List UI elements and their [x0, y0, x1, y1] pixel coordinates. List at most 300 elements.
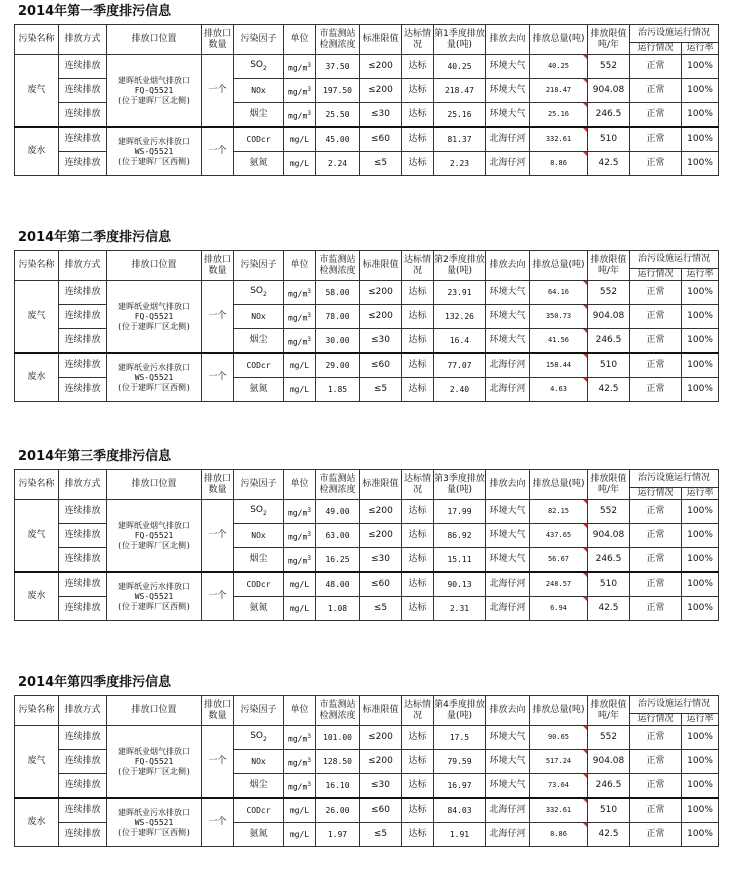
location-line: 建晖纸业污水排放口 — [118, 362, 190, 372]
table-row — [15, 55, 719, 79]
annual-limit-cell: 552 — [588, 281, 630, 305]
location-line: WS-Q5521 — [134, 146, 174, 156]
op-rate-cell: 100% — [682, 305, 719, 329]
unit-text: mg/m — [288, 758, 308, 768]
op-rate-cell: 100% — [682, 329, 719, 354]
outlet-count-cell: 一个 — [202, 572, 234, 621]
destination-cell: 北海仔河 — [486, 823, 530, 847]
table-row — [15, 726, 719, 750]
unit-superscript: 3 — [307, 335, 311, 343]
op-status-cell: 正常 — [630, 353, 682, 378]
location-line: (位于建晖厂区西侧) — [117, 601, 191, 611]
outlet-count-cell: 一个 — [202, 353, 234, 402]
compliance-cell: 达标 — [402, 548, 434, 573]
op-status-cell: 正常 — [630, 55, 682, 79]
header-factor: 污染因子 — [234, 470, 284, 500]
limit-cell: ≤30 — [360, 548, 402, 573]
annual-limit-cell: 42.5 — [588, 152, 630, 176]
monitored-conc-cell: 48.00 — [316, 572, 360, 597]
location-line: 建晖纸业烟气排放口 — [118, 301, 190, 311]
header-compliance: 达标情况 — [402, 470, 434, 500]
outlet-count-cell: 一个 — [202, 726, 234, 799]
header-destination: 排放去向 — [486, 25, 530, 55]
compliance-cell: 达标 — [402, 103, 434, 128]
annual-limit-cell: 552 — [588, 726, 630, 750]
pollutant-name-cell: 废水 — [15, 572, 59, 621]
unit-text: mg/m — [288, 556, 308, 566]
op-status-cell: 正常 — [630, 572, 682, 597]
factor-subscript: 2 — [262, 64, 267, 72]
discharge-mode-cell: 连续排放 — [59, 823, 107, 847]
total-cell: 56.67 — [530, 548, 588, 573]
header-total: 排放总量(吨) — [530, 25, 588, 55]
op-status-cell: 正常 — [630, 823, 682, 847]
destination-cell: 北海仔河 — [486, 152, 530, 176]
monitored-conc-cell: 197.50 — [316, 79, 360, 103]
total-cell: 82.15 — [530, 500, 588, 524]
header-destination: 排放去向 — [486, 470, 530, 500]
outlet-location-cell — [107, 281, 202, 354]
header-op-rate: 运行率 — [682, 714, 719, 726]
header-quarter-amount: 第4季度排放量(吨) — [434, 696, 486, 726]
location-line: 建晖纸业烟气排放口 — [118, 75, 190, 85]
header-op-status: 运行情况 — [630, 269, 682, 281]
location-line: 建晖纸业烟气排放口 — [118, 746, 190, 756]
op-status-cell: 正常 — [630, 79, 682, 103]
total-cell: 73.64 — [530, 774, 588, 799]
total-cell: 517.24 — [530, 750, 588, 774]
limit-cell: ≤200 — [360, 55, 402, 79]
location-line: WS-Q5521 — [134, 817, 174, 827]
unit-superscript: 3 — [307, 554, 311, 562]
total-cell: 90.65 — [530, 726, 588, 750]
unit-superscript: 3 — [307, 506, 311, 514]
unit-cell: mg/L — [284, 572, 316, 597]
discharge-mode-cell: 连续排放 — [59, 750, 107, 774]
quarter-section — [0, 226, 730, 426]
emission-table — [14, 695, 719, 847]
unit-text: mg/m — [288, 337, 308, 347]
location-line: (位于建晖厂区西侧) — [117, 827, 191, 837]
destination-cell: 北海仔河 — [486, 378, 530, 402]
location-line: (位于建晖厂区北侧) — [117, 766, 191, 776]
discharge-mode-cell: 连续排放 — [59, 774, 107, 799]
destination-cell: 环境大气 — [486, 281, 530, 305]
total-cell: 350.73 — [530, 305, 588, 329]
compliance-cell: 达标 — [402, 281, 434, 305]
monitored-conc-cell: 25.50 — [316, 103, 360, 128]
limit-cell: ≤60 — [360, 572, 402, 597]
unit-superscript: 3 — [307, 109, 311, 117]
limit-cell: ≤5 — [360, 597, 402, 621]
compliance-cell: 达标 — [402, 572, 434, 597]
header-row — [15, 251, 719, 269]
header-facility-group: 治污设施运行情况 — [630, 470, 719, 488]
annual-limit-cell: 552 — [588, 500, 630, 524]
header-outlet-location: 排放口位置 — [107, 470, 202, 500]
factor-cell — [234, 500, 284, 524]
op-status-cell: 正常 — [630, 548, 682, 573]
total-cell: 6.94 — [530, 597, 588, 621]
factor-cell: CODcr — [234, 353, 284, 378]
op-rate-cell: 100% — [682, 79, 719, 103]
factor-cell — [234, 726, 284, 750]
unit-superscript: 3 — [307, 287, 311, 295]
header-row — [15, 25, 719, 43]
unit-text: mg/m — [288, 532, 308, 542]
unit-cell: mg/L — [284, 597, 316, 621]
monitored-conc-cell: 1.97 — [316, 823, 360, 847]
location-line: 建晖纸业污水排放口 — [118, 581, 190, 591]
total-cell: 437.65 — [530, 524, 588, 548]
factor-cell: 烟尘 — [234, 548, 284, 573]
unit-cell: mg/L — [284, 152, 316, 176]
header-outlet-location: 排放口位置 — [107, 251, 202, 281]
factor-cell: CODcr — [234, 798, 284, 823]
unit-superscript: 3 — [307, 85, 311, 93]
table-row — [15, 281, 719, 305]
total-cell: 8.86 — [530, 823, 588, 847]
factor-cell: NOx — [234, 305, 284, 329]
factor-text: SO — [250, 285, 263, 296]
discharge-mode-cell: 连续排放 — [59, 103, 107, 128]
compliance-cell: 达标 — [402, 750, 434, 774]
header-op-status: 运行情况 — [630, 43, 682, 55]
unit-cell — [284, 726, 316, 750]
unit-superscript: 3 — [307, 756, 311, 764]
pollutant-name-cell: 废气 — [15, 55, 59, 128]
compliance-cell: 达标 — [402, 774, 434, 799]
location-line: FQ-Q5521 — [134, 756, 174, 766]
pollutant-name-cell: 废水 — [15, 798, 59, 847]
header-quarter-amount: 第2季度排放量(吨) — [434, 251, 486, 281]
annual-limit-cell: 42.5 — [588, 823, 630, 847]
op-rate-cell: 100% — [682, 750, 719, 774]
annual-limit-cell: 552 — [588, 55, 630, 79]
location-line: 建晖纸业污水排放口 — [118, 136, 190, 146]
location-line: 建晖纸业烟气排放口 — [118, 520, 190, 530]
factor-subscript: 2 — [262, 509, 267, 517]
factor-cell: 氨氮 — [234, 597, 284, 621]
discharge-mode-cell: 连续排放 — [59, 524, 107, 548]
discharge-mode-cell: 连续排放 — [59, 152, 107, 176]
header-annual-limit: 排放限值吨/年 — [588, 470, 630, 500]
monitored-conc-cell: 101.00 — [316, 726, 360, 750]
destination-cell: 环境大气 — [486, 726, 530, 750]
factor-cell: 氨氮 — [234, 823, 284, 847]
unit-cell: mg/L — [284, 378, 316, 402]
quarter-amount-cell: 90.13 — [434, 572, 486, 597]
limit-cell: ≤200 — [360, 500, 402, 524]
total-cell: 64.16 — [530, 281, 588, 305]
outlet-location-cell — [107, 127, 202, 176]
annual-limit-cell: 246.5 — [588, 103, 630, 128]
limit-cell: ≤30 — [360, 103, 402, 128]
header-quarter-amount: 第1季度排放量(吨) — [434, 25, 486, 55]
factor-cell: 氨氮 — [234, 152, 284, 176]
location-line: (位于建晖厂区西侧) — [117, 156, 191, 166]
compliance-cell: 达标 — [402, 500, 434, 524]
monitored-conc-cell: 26.00 — [316, 798, 360, 823]
unit-superscript: 3 — [307, 61, 311, 69]
limit-cell: ≤5 — [360, 152, 402, 176]
limit-cell: ≤200 — [360, 524, 402, 548]
destination-cell: 环境大气 — [486, 305, 530, 329]
header-annual-limit: 排放限值吨/年 — [588, 696, 630, 726]
monitored-conc-cell: 128.50 — [316, 750, 360, 774]
quarter-amount-cell: 15.11 — [434, 548, 486, 573]
discharge-mode-cell: 连续排放 — [59, 572, 107, 597]
header-total: 排放总量(吨) — [530, 251, 588, 281]
op-rate-cell: 100% — [682, 774, 719, 799]
total-cell: 158.44 — [530, 353, 588, 378]
unit-text: mg/m — [288, 87, 308, 97]
destination-cell: 环境大气 — [486, 548, 530, 573]
emission-table — [14, 24, 719, 176]
unit-cell: mg/L — [284, 798, 316, 823]
quarter-amount-cell: 132.26 — [434, 305, 486, 329]
monitored-conc-cell: 37.50 — [316, 55, 360, 79]
header-discharge-mode: 排放方式 — [59, 470, 107, 500]
limit-cell: ≤200 — [360, 79, 402, 103]
limit-cell: ≤200 — [360, 750, 402, 774]
unit-cell — [284, 500, 316, 524]
header-factor: 污染因子 — [234, 251, 284, 281]
factor-cell: NOx — [234, 524, 284, 548]
header-annual-limit: 排放限值吨/年 — [588, 251, 630, 281]
limit-cell: ≤60 — [360, 353, 402, 378]
header-outlet-count: 排放口数量 — [202, 251, 234, 281]
header-discharge-mode: 排放方式 — [59, 251, 107, 281]
quarter-title: 2014年第一季度排污信息 — [18, 4, 172, 19]
pollutant-name-cell: 废气 — [15, 281, 59, 354]
op-status-cell: 正常 — [630, 281, 682, 305]
header-discharge-mode: 排放方式 — [59, 696, 107, 726]
table-row — [15, 353, 719, 378]
factor-cell: CODcr — [234, 572, 284, 597]
factor-subscript: 2 — [262, 290, 267, 298]
compliance-cell: 达标 — [402, 79, 434, 103]
header-unit: 单位 — [284, 251, 316, 281]
quarter-amount-cell: 23.91 — [434, 281, 486, 305]
op-rate-cell: 100% — [682, 798, 719, 823]
quarter-amount-cell: 77.07 — [434, 353, 486, 378]
location-line: (位于建晖厂区北侧) — [117, 321, 191, 331]
limit-cell: ≤30 — [360, 329, 402, 354]
header-total: 排放总量(吨) — [530, 470, 588, 500]
limit-cell: ≤200 — [360, 305, 402, 329]
discharge-mode-cell: 连续排放 — [59, 548, 107, 573]
outlet-count-cell: 一个 — [202, 798, 234, 847]
unit-text: mg/m — [288, 508, 308, 518]
destination-cell: 环境大气 — [486, 55, 530, 79]
unit-cell — [284, 774, 316, 799]
op-status-cell: 正常 — [630, 726, 682, 750]
limit-cell: ≤60 — [360, 798, 402, 823]
annual-limit-cell: 904.08 — [588, 79, 630, 103]
quarter-amount-cell: 81.37 — [434, 127, 486, 152]
quarter-amount-cell: 218.47 — [434, 79, 486, 103]
factor-text: SO — [250, 59, 263, 70]
discharge-mode-cell: 连续排放 — [59, 500, 107, 524]
unit-superscript: 3 — [307, 780, 311, 788]
op-status-cell: 正常 — [630, 798, 682, 823]
header-limit: 标准限值 — [360, 25, 402, 55]
header-annual-limit: 排放限值吨/年 — [588, 25, 630, 55]
header-pollutant-name: 污染名称 — [15, 25, 59, 55]
destination-cell: 北海仔河 — [486, 127, 530, 152]
location-line: FQ-Q5521 — [134, 311, 174, 321]
destination-cell: 环境大气 — [486, 79, 530, 103]
compliance-cell: 达标 — [402, 823, 434, 847]
factor-cell — [234, 281, 284, 305]
factor-subscript: 2 — [262, 735, 267, 743]
quarter-amount-cell: 2.23 — [434, 152, 486, 176]
quarter-amount-cell: 16.4 — [434, 329, 486, 354]
location-line: FQ-Q5521 — [134, 530, 174, 540]
compliance-cell: 达标 — [402, 55, 434, 79]
monitored-conc-cell: 58.00 — [316, 281, 360, 305]
op-rate-cell: 100% — [682, 726, 719, 750]
header-outlet-count: 排放口数量 — [202, 696, 234, 726]
annual-limit-cell: 246.5 — [588, 774, 630, 799]
unit-cell — [284, 281, 316, 305]
discharge-mode-cell: 连续排放 — [59, 281, 107, 305]
header-op-rate: 运行率 — [682, 43, 719, 55]
quarter-amount-cell: 17.99 — [434, 500, 486, 524]
quarter-title: 2014年第二季度排污信息 — [18, 230, 172, 245]
table-row — [15, 798, 719, 823]
op-status-cell: 正常 — [630, 152, 682, 176]
op-status-cell: 正常 — [630, 329, 682, 354]
op-rate-cell: 100% — [682, 500, 719, 524]
destination-cell: 环境大气 — [486, 329, 530, 354]
compliance-cell: 达标 — [402, 378, 434, 402]
factor-cell: 氨氮 — [234, 378, 284, 402]
destination-cell: 北海仔河 — [486, 798, 530, 823]
limit-cell: ≤5 — [360, 823, 402, 847]
destination-cell: 北海仔河 — [486, 572, 530, 597]
total-cell: 25.16 — [530, 103, 588, 128]
op-rate-cell: 100% — [682, 548, 719, 573]
outlet-count-cell: 一个 — [202, 500, 234, 573]
pollutant-name-cell: 废气 — [15, 726, 59, 799]
emission-table — [14, 250, 719, 402]
pollutant-name-cell: 废水 — [15, 353, 59, 402]
header-op-status: 运行情况 — [630, 714, 682, 726]
factor-cell: CODcr — [234, 127, 284, 152]
header-op-rate: 运行率 — [682, 269, 719, 281]
compliance-cell: 达标 — [402, 127, 434, 152]
destination-cell: 北海仔河 — [486, 353, 530, 378]
destination-cell: 环境大气 — [486, 524, 530, 548]
outlet-count-cell: 一个 — [202, 127, 234, 176]
op-rate-cell: 100% — [682, 103, 719, 128]
outlet-location-cell — [107, 572, 202, 621]
monitored-conc-cell: 49.00 — [316, 500, 360, 524]
discharge-mode-cell: 连续排放 — [59, 798, 107, 823]
op-status-cell: 正常 — [630, 500, 682, 524]
unit-cell: mg/L — [284, 127, 316, 152]
location-line: WS-Q5521 — [134, 372, 174, 382]
annual-limit-cell: 904.08 — [588, 524, 630, 548]
discharge-mode-cell: 连续排放 — [59, 353, 107, 378]
outlet-location-cell — [107, 353, 202, 402]
header-total: 排放总量(吨) — [530, 696, 588, 726]
header-outlet-location: 排放口位置 — [107, 696, 202, 726]
header-op-rate: 运行率 — [682, 488, 719, 500]
total-cell: 4.63 — [530, 378, 588, 402]
header-facility-group: 治污设施运行情况 — [630, 696, 719, 714]
unit-text: mg/m — [288, 782, 308, 792]
header-limit: 标准限值 — [360, 696, 402, 726]
unit-text: mg/m — [288, 734, 308, 744]
op-status-cell: 正常 — [630, 524, 682, 548]
header-unit: 单位 — [284, 470, 316, 500]
quarter-amount-cell: 16.97 — [434, 774, 486, 799]
location-line: (位于建晖厂区北侧) — [117, 95, 191, 105]
destination-cell: 环境大气 — [486, 750, 530, 774]
factor-cell: 烟尘 — [234, 774, 284, 799]
compliance-cell: 达标 — [402, 329, 434, 354]
discharge-mode-cell: 连续排放 — [59, 127, 107, 152]
quarter-amount-cell: 1.91 — [434, 823, 486, 847]
quarter-amount-cell: 40.25 — [434, 55, 486, 79]
quarter-section — [0, 671, 730, 871]
monitored-conc-cell: 1.08 — [316, 597, 360, 621]
header-outlet-count: 排放口数量 — [202, 470, 234, 500]
destination-cell: 环境大气 — [486, 774, 530, 799]
annual-limit-cell: 510 — [588, 127, 630, 152]
destination-cell: 北海仔河 — [486, 597, 530, 621]
location-line: (位于建晖厂区北侧) — [117, 540, 191, 550]
monitored-conc-cell: 30.00 — [316, 329, 360, 354]
header-unit: 单位 — [284, 25, 316, 55]
header-quarter-amount: 第3季度排放量(吨) — [434, 470, 486, 500]
header-monitored-conc: 市监测站检测浓度 — [316, 696, 360, 726]
header-discharge-mode: 排放方式 — [59, 25, 107, 55]
op-status-cell: 正常 — [630, 774, 682, 799]
annual-limit-cell: 904.08 — [588, 750, 630, 774]
total-cell: 332.61 — [530, 798, 588, 823]
limit-cell: ≤200 — [360, 726, 402, 750]
op-rate-cell: 100% — [682, 823, 719, 847]
quarter-amount-cell: 2.31 — [434, 597, 486, 621]
quarter-title: 2014年第三季度排污信息 — [18, 449, 172, 464]
monitored-conc-cell: 16.25 — [316, 548, 360, 573]
op-rate-cell: 100% — [682, 524, 719, 548]
compliance-cell: 达标 — [402, 353, 434, 378]
op-status-cell: 正常 — [630, 378, 682, 402]
quarter-amount-cell: 79.59 — [434, 750, 486, 774]
op-rate-cell: 100% — [682, 572, 719, 597]
destination-cell: 环境大气 — [486, 500, 530, 524]
op-status-cell: 正常 — [630, 750, 682, 774]
op-rate-cell: 100% — [682, 152, 719, 176]
location-line: FQ-Q5521 — [134, 85, 174, 95]
compliance-cell: 达标 — [402, 726, 434, 750]
quarter-amount-cell: 84.03 — [434, 798, 486, 823]
total-cell: 41.56 — [530, 329, 588, 354]
unit-text: mg/m — [288, 63, 308, 73]
monitored-conc-cell: 1.85 — [316, 378, 360, 402]
unit-superscript: 3 — [307, 311, 311, 319]
header-row — [15, 470, 719, 488]
unit-cell — [284, 329, 316, 354]
header-factor: 污染因子 — [234, 696, 284, 726]
unit-cell: mg/L — [284, 353, 316, 378]
quarter-section — [0, 445, 730, 645]
